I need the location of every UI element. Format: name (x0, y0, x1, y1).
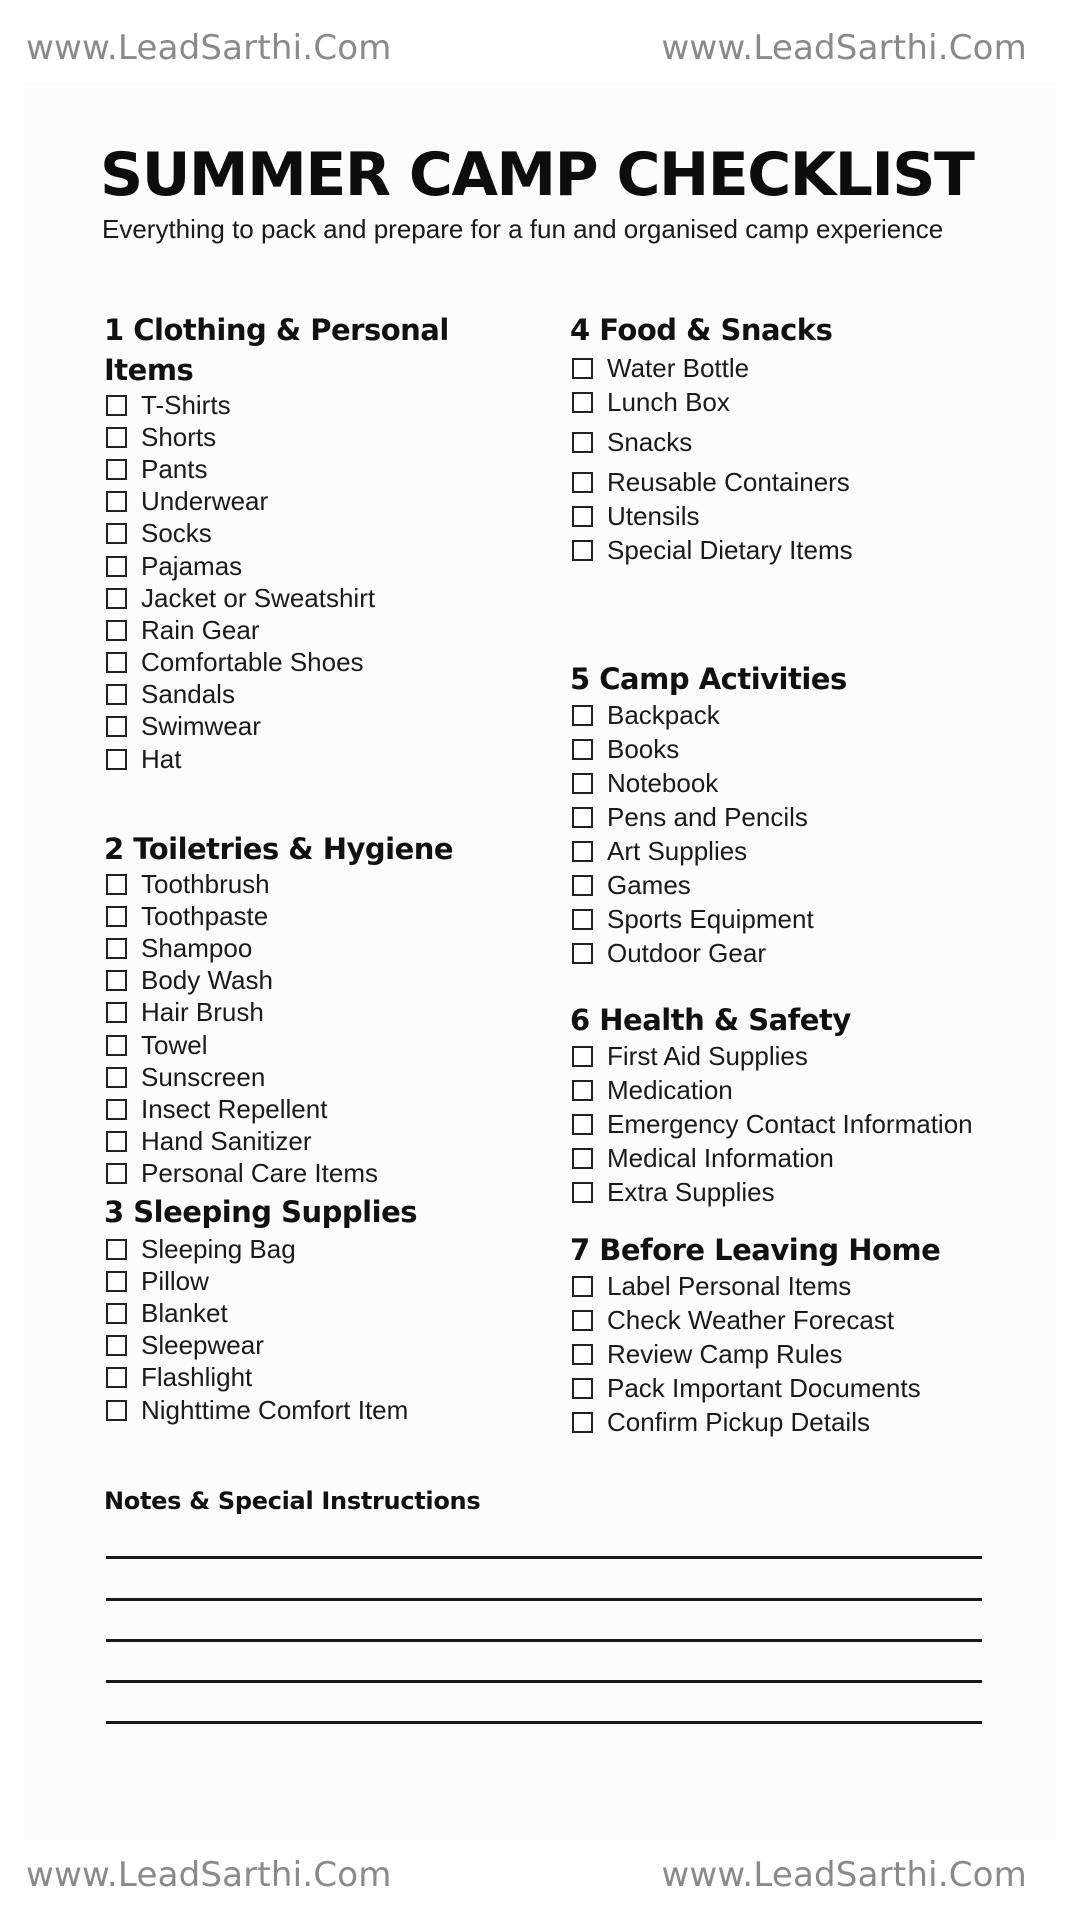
checkbox[interactable] (572, 739, 593, 760)
section-title: 6 Health & Safety (570, 1003, 851, 1037)
notes-title: Notes & Special Instructions (104, 1487, 481, 1515)
checklist-item[interactable] (570, 351, 853, 385)
checklist-item[interactable] (104, 1362, 417, 1394)
checklist-item-label: Pants (141, 453, 208, 484)
checklist-item[interactable] (104, 614, 449, 646)
section-title: 7 Before Leaving Home (570, 1233, 941, 1267)
checklist-item-label: Rain Gear (141, 614, 260, 645)
checklist-item[interactable] (104, 486, 449, 518)
checklist-item-label: Hair Brush (141, 997, 264, 1028)
checkbox[interactable] (106, 652, 127, 673)
checklist-item[interactable] (570, 766, 847, 800)
section-health (570, 1000, 973, 1209)
checkbox[interactable] (572, 705, 593, 726)
checklist-item-label: Snacks (607, 426, 693, 457)
checklist-item-label: Towel (141, 1029, 208, 1060)
checklist-item-label: Books (607, 733, 680, 764)
checklist-item-label: Toothpaste (141, 900, 269, 931)
checklist-item[interactable] (570, 1073, 973, 1107)
note-line[interactable] (106, 1556, 982, 1559)
checklist-item[interactable] (570, 834, 847, 868)
checkbox[interactable] (572, 540, 593, 561)
checklist-item[interactable] (104, 647, 449, 679)
checklist-item[interactable] (104, 1394, 417, 1426)
checklist-item[interactable] (570, 868, 847, 902)
checkbox[interactable] (106, 491, 127, 512)
checklist-item-label: Swimwear (141, 711, 261, 742)
checkbox[interactable] (572, 1148, 593, 1169)
checklist-item[interactable] (104, 1029, 453, 1061)
checkbox[interactable] (106, 970, 127, 991)
checklist-item-label: Nighttime Comfort Item (141, 1394, 409, 1425)
checkbox[interactable] (572, 875, 593, 896)
section-sleeping (104, 1192, 417, 1426)
checklist-item-label: First Aid Supplies (607, 1040, 808, 1071)
checkbox[interactable] (106, 1367, 127, 1388)
checkbox[interactable] (106, 1035, 127, 1056)
checklist-item-label: Flashlight (141, 1362, 253, 1393)
checkbox[interactable] (572, 472, 593, 493)
checkbox[interactable] (572, 432, 593, 453)
checklist-item[interactable] (570, 419, 853, 465)
checkbox[interactable] (106, 749, 127, 770)
section-title: 5 Camp Activities (570, 662, 847, 696)
checklist-item-label: Sleepwear (141, 1330, 264, 1361)
checklist-item[interactable] (104, 965, 453, 997)
checklist-item-label: Body Wash (141, 965, 273, 996)
checklist-item-label: Lunch Box (607, 386, 730, 417)
checklist-item-label: Utensils (607, 500, 700, 531)
checklist-item[interactable] (570, 936, 847, 970)
checklist-item-label: Extra Supplies (607, 1176, 775, 1207)
checklist-item-label: Games (607, 869, 691, 900)
checkbox[interactable] (572, 1182, 593, 1203)
checkbox[interactable] (106, 1239, 127, 1260)
checklist-item[interactable] (570, 1269, 940, 1303)
checklist-item-label: Sports Equipment (607, 903, 814, 934)
checklist-item[interactable] (570, 1141, 973, 1175)
note-line[interactable] (106, 1680, 982, 1683)
checklist-item[interactable] (570, 533, 853, 567)
page-subtitle: Everything to pack and prepare for a fun and organised camp experience (102, 214, 944, 244)
checklist-item-label: Check Weather Forecast (607, 1304, 895, 1335)
checklist-item-label: Water Bottle (607, 352, 750, 383)
checklist-item[interactable] (104, 743, 449, 775)
checkbox[interactable] (106, 1271, 127, 1292)
checkbox[interactable] (106, 1099, 127, 1120)
checklist-item-label: Emergency Contact Information (607, 1108, 973, 1139)
checklist-item-label: Art Supplies (607, 835, 748, 866)
checklist-item-label: Hat (141, 743, 182, 774)
checklist-item-label: Notebook (607, 767, 719, 798)
checklist-item[interactable] (570, 499, 853, 533)
watermark-top-right: www.LeadSarthi.Com (661, 28, 1027, 68)
checklist-item[interactable] (104, 389, 449, 421)
checkbox[interactable] (572, 909, 593, 930)
checkbox[interactable] (106, 523, 127, 544)
checklist-item-label: Confirm Pickup Details (607, 1406, 870, 1437)
checklist-item[interactable] (570, 1175, 973, 1209)
checklist-item[interactable] (104, 868, 453, 900)
checklist-item[interactable] (104, 932, 453, 964)
note-line[interactable] (106, 1639, 982, 1642)
checkbox[interactable] (106, 1131, 127, 1152)
checkbox[interactable] (106, 906, 127, 927)
checkbox[interactable] (106, 459, 127, 480)
section-toiletries (104, 829, 453, 1190)
checklist-item[interactable] (104, 1297, 417, 1329)
checkbox[interactable] (572, 841, 593, 862)
checklist-item[interactable] (570, 1303, 940, 1337)
checklist-item-label: Blanket (141, 1297, 228, 1328)
checkbox[interactable] (572, 1080, 593, 1101)
checklist-item[interactable] (104, 711, 449, 743)
checklist-item[interactable] (104, 421, 449, 453)
checkbox[interactable] (572, 807, 593, 828)
checkbox[interactable] (572, 1344, 593, 1365)
checkbox[interactable] (572, 1412, 593, 1433)
checklist-item[interactable] (570, 902, 847, 936)
checklist-item[interactable] (570, 1371, 940, 1405)
checklist-item-label: Hand Sanitizer (141, 1126, 312, 1157)
checklist-item-label: Pack Important Documents (607, 1372, 921, 1403)
note-line[interactable] (106, 1721, 982, 1724)
checkbox[interactable] (106, 1335, 127, 1356)
checklist-item[interactable] (104, 518, 449, 550)
checklist-item-label: T-Shirts (141, 389, 231, 420)
checkbox[interactable] (572, 1310, 593, 1331)
checklist-item-label: Toothbrush (141, 868, 270, 899)
checklist-item[interactable] (570, 1405, 940, 1439)
checklist-item-label: Personal Care Items (141, 1158, 378, 1189)
checklist-item[interactable] (104, 1093, 453, 1125)
checklist-item-label: Pajamas (141, 550, 243, 581)
checkbox[interactable] (106, 395, 127, 416)
checklist-item[interactable] (104, 1265, 417, 1297)
checklist-item-label: Socks (141, 518, 212, 549)
checklist-item-label: Medication (607, 1074, 733, 1105)
checklist-item[interactable] (104, 1330, 417, 1362)
checkbox[interactable] (106, 1163, 127, 1184)
checkbox[interactable] (106, 1303, 127, 1324)
checklist-item-label: Special Dietary Items (607, 534, 853, 565)
checkbox[interactable] (106, 556, 127, 577)
checklist-item[interactable] (104, 997, 453, 1029)
checklist-item-label: Backpack (607, 699, 720, 730)
checklist-item-label: Insect Repellent (141, 1093, 328, 1124)
checkbox[interactable] (572, 1046, 593, 1067)
checklist-item-label: Sleeping Bag (141, 1233, 296, 1264)
section-title: 1 Clothing & Personal (104, 313, 449, 347)
checklist-item-label: Pillow (141, 1265, 209, 1296)
section-title: 4 Food & Snacks (570, 313, 833, 347)
section-before-leaving (570, 1230, 940, 1439)
checklist-item-label: Shorts (141, 421, 217, 452)
checkbox[interactable] (106, 588, 127, 609)
checklist-item[interactable] (570, 698, 847, 732)
checklist-item-label: Label Personal Items (607, 1270, 852, 1301)
checkbox[interactable] (572, 1114, 593, 1135)
watermark-top-left: www.LeadSarthi.Com (26, 28, 392, 68)
checkbox[interactable] (572, 943, 593, 964)
checklist-item[interactable] (570, 385, 853, 419)
checklist-item-label: Medical Information (607, 1142, 834, 1173)
checkbox[interactable] (572, 392, 593, 413)
checklist-item[interactable] (104, 900, 453, 932)
checklist-item[interactable] (104, 453, 449, 485)
checklist-sheet (24, 82, 1056, 1840)
checklist-item-label: Pens and Pencils (607, 801, 808, 832)
checklist-item[interactable] (104, 1126, 453, 1158)
checklist-item[interactable] (570, 1337, 940, 1371)
checklist-item[interactable] (104, 1158, 453, 1190)
checklist-item[interactable] (104, 1061, 453, 1093)
watermark-bottom-left: www.LeadSarthi.Com (26, 1855, 392, 1895)
watermark-bottom-right: www.LeadSarthi.Com (661, 1855, 1027, 1895)
checklist-item[interactable] (104, 550, 449, 582)
checkbox[interactable] (572, 773, 593, 794)
checkbox[interactable] (106, 1067, 127, 1088)
checklist-item-label: Sandals (141, 679, 235, 710)
checklist-item-label: Outdoor Gear (607, 937, 766, 968)
checklist-item-label: Comfortable Shoes (141, 647, 364, 678)
checkbox[interactable] (572, 506, 593, 527)
checklist-item[interactable] (570, 1039, 973, 1073)
note-line[interactable] (106, 1598, 982, 1601)
checkbox[interactable] (572, 1378, 593, 1399)
checklist-item-label: Shampoo (141, 932, 253, 963)
checklist-item[interactable] (570, 800, 847, 834)
section-activities (570, 659, 847, 970)
section-title: 3 Sleeping Supplies (104, 1195, 417, 1229)
checkbox[interactable] (106, 1400, 127, 1421)
checklist-item-label: Jacket or Sweatshirt (141, 582, 376, 613)
checklist-item[interactable] (104, 1233, 417, 1265)
checklist-item[interactable] (570, 1107, 973, 1141)
checklist-item-label: Sunscreen (141, 1061, 266, 1092)
checkbox[interactable] (106, 427, 127, 448)
checkbox[interactable] (106, 938, 127, 959)
checkbox[interactable] (572, 1276, 593, 1297)
section-clothing (104, 310, 449, 775)
checkbox[interactable] (106, 874, 127, 895)
checkbox[interactable] (106, 620, 127, 641)
checkbox[interactable] (572, 358, 593, 379)
checklist-item-label: Review Camp Rules (607, 1338, 843, 1369)
checklist-item-label: Underwear (141, 486, 269, 517)
section-title: 2 Toiletries & Hygiene (104, 832, 454, 866)
section-title-cont: Items (104, 353, 194, 387)
checkbox[interactable] (106, 1002, 127, 1023)
checklist-item[interactable] (570, 465, 853, 499)
checkbox[interactable] (106, 684, 127, 705)
checklist-item[interactable] (104, 582, 449, 614)
checkbox[interactable] (106, 716, 127, 737)
checklist-item[interactable] (570, 732, 847, 766)
section-food (570, 310, 853, 567)
page-title: SUMMER CAMP CHECKLIST (100, 140, 974, 210)
checklist-item[interactable] (104, 679, 449, 711)
checklist-item-label: Reusable Containers (607, 466, 850, 497)
